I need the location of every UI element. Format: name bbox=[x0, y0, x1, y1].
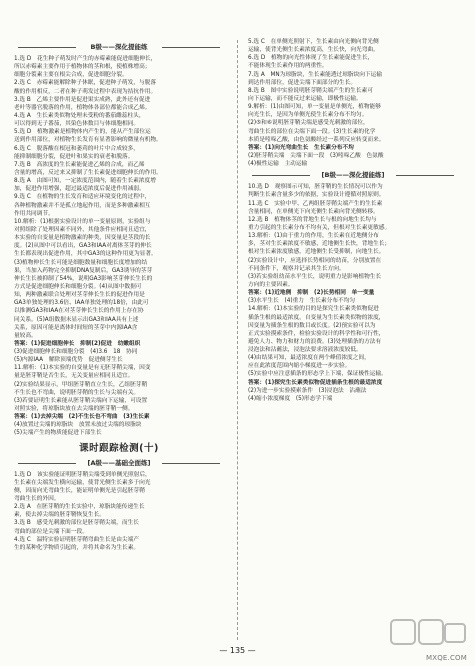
text-line: 重力引起的生长素分布不均有关，但根对生长素更敏感。 bbox=[248, 224, 391, 231]
text-line: 生长都表现出促进作用，其中GA3的这种作用更为显著。 bbox=[14, 251, 157, 258]
text-line: (2)实验设计中，应选择长势相同的幼苗，分别放置在 bbox=[248, 257, 382, 264]
text-line: 可以得到无子番茄，其染色体数目与体细胞相同。 bbox=[14, 121, 140, 128]
text-line: 生的某种化学物质引起的，并将其命名为生长素。 bbox=[14, 544, 140, 551]
section-header-b-right: [B级——深化提能练] bbox=[248, 170, 458, 181]
text-line: (4)放置过尖端的琼脂块 放置未放过尖端的琼脂块 bbox=[14, 422, 142, 429]
text-line: 度。(2)从图中可以看出，GA3和IAA对离体茎芽的伸长 bbox=[14, 243, 152, 250]
right-paragraph-e bbox=[248, 387, 458, 403]
text-line: 弯曲的部位是尖端下面一段。 bbox=[14, 528, 88, 535]
page-number: — 135 — bbox=[219, 646, 256, 655]
right-paragraph-b bbox=[248, 152, 458, 168]
text-line: 1.选 D 该实验能证明胚芽鞘尖端受到单侧光照射后， bbox=[14, 471, 151, 478]
right-paragraph-c bbox=[248, 183, 458, 289]
text-line: 11.解析：(1)本实验的自变量是有无胚芽鞘尖端，因变 bbox=[14, 365, 151, 372]
text-line: 侧，因而向光弯曲生长，能证明单侧光是引起胚芽鞘 bbox=[14, 487, 145, 494]
text-line: 1.选 D 花生种子萌发时产生的赤霉素能促进细胞伸长， bbox=[14, 56, 157, 62]
text-line: 生长素在尖端发生横向运输，使背光侧生长素多于向光 bbox=[14, 479, 151, 486]
text-line: 弯曲生长的外因。 bbox=[14, 496, 60, 503]
text-line: 2.选 C 赤霉素能解除种子休眠，促进种子萌发，与脱落 bbox=[14, 80, 157, 87]
text-line: 7.选 B 高浓度的生长素能促进乙烯的合成，而乙烯 bbox=[14, 161, 145, 168]
text-line: GA3单独处理的3.6倍、IAA单独处理的18倍，由此可 bbox=[14, 300, 149, 307]
text-line: 不同条件下，观察并记录其生长方向。 bbox=[248, 265, 345, 272]
text-line: 因变量为插条生根的数目或长度。(2)预实验可以为 bbox=[248, 322, 376, 329]
section-header-b-left: B级——深化提能练 bbox=[14, 42, 224, 53]
text-line: 知，两种激素联合处理对茎芽伸长生长的促进作用是 bbox=[14, 292, 145, 299]
answer-line-left-1: 答案：(1)促进细胞伸长 抑制(2)促进 幼嫩组织 bbox=[14, 340, 141, 347]
text-line: 避免人力、物力和财力的浪费。(3)处理插条的方法有 bbox=[248, 338, 382, 345]
left-paragraph-b bbox=[14, 218, 224, 340]
text-line: 作用共同调节。 bbox=[14, 210, 54, 217]
text-line: 含量的增高，反过来又抑制了生长素促进细胞伸长的作用。 bbox=[14, 169, 162, 176]
text-line: 8.选 B 图中实验说明胚芽鞘尖端产生的生长素可 bbox=[248, 87, 373, 94]
text-line: 关系，原因可能是离体时间短的茎芽中内源IAA含 bbox=[14, 324, 138, 331]
right-column bbox=[248, 38, 458, 403]
text-line: 运输，使背光侧生长素浓度高，生长快，向光弯曲。 bbox=[248, 47, 379, 54]
text-line: (5)尖端产生的物质能促进下部生长 bbox=[14, 430, 102, 437]
text-line: (3)水平生长 (4)重力 生长素分布不均匀 bbox=[248, 298, 356, 305]
answer-line-right-2: 答案：(1)近地侧 抑制 (2)长势相同 单一变量 bbox=[248, 290, 375, 297]
answer-line-right-3: 答案：(1)探究生长素类似物促进插条生根的最适浓度 bbox=[248, 379, 383, 386]
text-line: 应在此浓度范围内缩小梯度进一步实验。 bbox=[248, 363, 351, 370]
text-line: 3.选 B 感受光刺激的部位是胚芽鞘尖端，而生长 bbox=[14, 520, 139, 527]
text-line: 9.选 C 在植物的生长发育和适应环境变化的过程中， bbox=[14, 194, 151, 201]
right-paragraph-d bbox=[248, 297, 458, 378]
text-line: 5.选 C 在单侧光照射下，生长素由向光侧向背光侧 bbox=[248, 39, 379, 45]
left-paragraph-c bbox=[14, 348, 224, 413]
text-line: 6.选 D 植物的向光性体现了生长素能促进生长， bbox=[248, 55, 374, 62]
text-line: (4)缩小浓度梯度 (5)形态学下端 bbox=[248, 395, 333, 402]
text-line: 4.选 C 温特实验证明胚芽鞘弯曲生长是由尖端产 bbox=[14, 536, 139, 543]
text-line: 10.解析：(1)根据实验设计的单一变量原则，实验组与 bbox=[14, 218, 151, 225]
text-line: 酸的作用相反，二者在种子萌发过程中表现为拮抗作用。 bbox=[14, 88, 157, 95]
text-line: 8.选 A 由图可知，一定浓度范围内，随着生长素浓度增 bbox=[14, 178, 156, 185]
left-column bbox=[14, 40, 224, 552]
text-line: (2)胚芽鞘尖端 尖端下面一段 (3)吲哚乙酸 色氨酸 bbox=[248, 152, 384, 159]
left-paragraph-e bbox=[14, 471, 224, 552]
text-line: 能抑制细胞分裂，促进叶和果实的衰老和脱落。 bbox=[14, 153, 134, 160]
text-line: 老叶等器官脱落的作用，植物体各部位都能合成乙烯。 bbox=[14, 104, 151, 111]
text-line: 本实验的自变量是植物激素的种类，因变量是茎段的长 bbox=[14, 235, 151, 242]
text-line: 以推测GA3和IAA在对茎芽伸长生长的作用上存在协 bbox=[14, 308, 144, 315]
text-line: 对照实验，将琼脂块放在去尖端的胚芽鞘一侧。 bbox=[14, 406, 134, 413]
text-line: 量是胚芽鞘是否生长，无关变量应相同且适宜。 bbox=[14, 373, 134, 380]
text-line: 13.解析：(1)由于重力的作用，生长素在近地侧分布 bbox=[248, 233, 379, 240]
text-line: 弯曲生长的部位在尖端下面一段。(3)生长素的化学 bbox=[248, 128, 376, 135]
text-line: 方向的主要因素。 bbox=[248, 281, 294, 288]
text-line: 浸泡法和沾蘸法，浸泡法要求溶液浓度较低。 bbox=[248, 347, 362, 354]
text-line: 加，促进作用增强，超过最适浓度后促进作用减弱。 bbox=[14, 186, 145, 193]
text-line: 14.解析：(1)本实验的目的是探究生长素类似物促进 bbox=[248, 306, 379, 313]
text-line: 6.选 C 脱落酸在根冠和萎蔫的叶片中合成较多， bbox=[14, 145, 139, 152]
text-line: 多，茎对生长素浓度不敏感，近地侧生长快，背地生长； bbox=[248, 241, 391, 248]
text-line: (4)极性运输 主动运输 bbox=[248, 161, 308, 168]
text-line: 果，当加入药物完全抑制DNA复制后，GA3诱导的茎芽 bbox=[14, 267, 153, 274]
left-paragraph-d bbox=[14, 421, 224, 437]
text-line: 送到作用部位，对植物生长发育有显著影响的微量有机物。 bbox=[14, 137, 162, 144]
text-line: 量较高。 bbox=[14, 332, 37, 339]
text-line: 5.选 D 植物激素是植物体内产生的，能从产生部位运 bbox=[14, 129, 151, 136]
text-line: 所以赤霉素主要作用于植物体的茎和根，使植株增高； bbox=[14, 64, 151, 71]
left-paragraph-a bbox=[14, 55, 224, 218]
text-line: (3)若要证明生长素能从胚芽鞘尖端向下运输，可设置 bbox=[14, 397, 148, 404]
text-line: 10.选 D 观察图示可知，胚芽鞘的生长情况可以作为 bbox=[248, 184, 383, 191]
text-line: 不生长也不弯曲，说明胚芽鞘的生长与尖端有关。 bbox=[14, 389, 140, 396]
text-line: (3)若实验组幼苗水平生长，说明重力是影响植物生长 bbox=[248, 273, 382, 280]
text-line: 向下运输，而不能反过来运输，即极性运输。 bbox=[248, 95, 362, 102]
text-line: 素，使去掉尖端的胚芽鞘恢复生长。 bbox=[14, 512, 105, 519]
text-line: 对照组除了处理因素不同外，其他条件应相同且适宜， bbox=[14, 226, 151, 233]
text-line: 伸长生长被抑制了54%，说明GA3影响茎芽伸长生长的 bbox=[14, 275, 153, 282]
section-header-a: [A级——基础全面练] bbox=[14, 458, 224, 469]
text-line: 本质是吲哚乙酸，由色氨酸经过一系列反应转变而来。 bbox=[248, 136, 385, 143]
text-line: 4.选 A 生长素类似物处理未受粉的番茄雌蕊柱头， bbox=[14, 112, 145, 119]
text-line: 方式是促进细胞伸长和细胞分裂。(4)从图中数据可 bbox=[14, 283, 142, 290]
text-line: 细胞分裂素主要在根尖合成，促进细胞分裂。 bbox=[14, 72, 128, 79]
text-line: 判断生长素含量多少的依据，实验设计遵循对照原则。 bbox=[248, 192, 385, 199]
answer-line-left-2: 答案：(1)去掉尖端 (2)不生长也不弯曲 (3)生长素 bbox=[14, 414, 150, 421]
text-line: (3)促进细胞伸长和细胞分裂 (4)3.6 18 协同 bbox=[14, 349, 138, 356]
text-line: 根对生长素浓度敏感，近地侧生长受抑制，向地生长。 bbox=[248, 249, 385, 256]
text-line: 2.选 A 在胚芽鞘的生长实验中，琼脂块能传递生长 bbox=[14, 504, 145, 511]
exercise-title: 课时跟踪检测(十) bbox=[79, 442, 159, 454]
text-line: (5)内源IAA 解除顶端优势 促进侧芽生长 bbox=[14, 357, 123, 364]
text-line: (2)实验结果显示，甲组胚芽鞘直立生长，乙组胚芽鞘 bbox=[14, 381, 148, 388]
right-paragraph-a bbox=[248, 38, 458, 144]
text-line: 正式实验摸索条件，检验实验设计的科学性和可行性， bbox=[248, 330, 385, 337]
text-line: 插条生根的最适浓度，自变量为生长素类似物的浓度， bbox=[248, 314, 385, 321]
text-line: (2)为进一步实验摸索条件 (3)浸泡法 沾蘸法 bbox=[248, 387, 367, 394]
text-line: 不能体现生长素作用的两重性。 bbox=[248, 63, 328, 70]
text-line: 向光生长，是因为单侧光使生长素分布不均匀。 bbox=[248, 112, 368, 119]
text-line: 11.选 C 实验中甲、乙两组胚芽鞘尖端产生的生长素 bbox=[248, 200, 383, 207]
text-line: (3)植物伸长生长可能是细胞数量和细胞长度增加的结 bbox=[14, 259, 148, 266]
text-line: (4)由结果可知，最适浓度在两个峰值浓度之间， bbox=[248, 355, 370, 362]
text-line: 7.选 A MN为琼脂块，生长素能透过琼脂块向下运输 bbox=[248, 71, 383, 78]
text-line: 同关系。(5)A组数据未显示出GA3和IAA具有上述 bbox=[14, 316, 139, 323]
answer-line-right-1: 答案：(1)向光弯曲生长 生长素分布不均 bbox=[248, 144, 354, 151]
text-line: 9.解析：(1)由图可知，单一变量是单侧光，植物能够 bbox=[248, 104, 381, 111]
text-line: 各种植物激素并不是孤立地起作用，而是多种激素相互 bbox=[14, 202, 151, 209]
text-line: 12.选 B 植物体茎的背地生长与根的向地生长均与 bbox=[248, 216, 377, 223]
text-line: 到达作用部位，促进尖端下面部分的生长。 bbox=[248, 79, 357, 86]
text-line: (5)实验中应注意插条的形态学上下端，保证极性运输。 bbox=[248, 371, 387, 378]
column-divider bbox=[237, 40, 238, 640]
text-line: (2)⑤和⑥说明胚芽鞘尖端是感受光刺激的部位， bbox=[248, 120, 369, 127]
text-line: 3.选 B 乙烯主要作用是促进果实成熟，此外还有促进 bbox=[14, 96, 151, 103]
watermark-text: MXQE.COM bbox=[425, 654, 467, 662]
text-line: 含量相同，在单侧光下向光侧生长素向背光侧转移。 bbox=[248, 208, 379, 215]
